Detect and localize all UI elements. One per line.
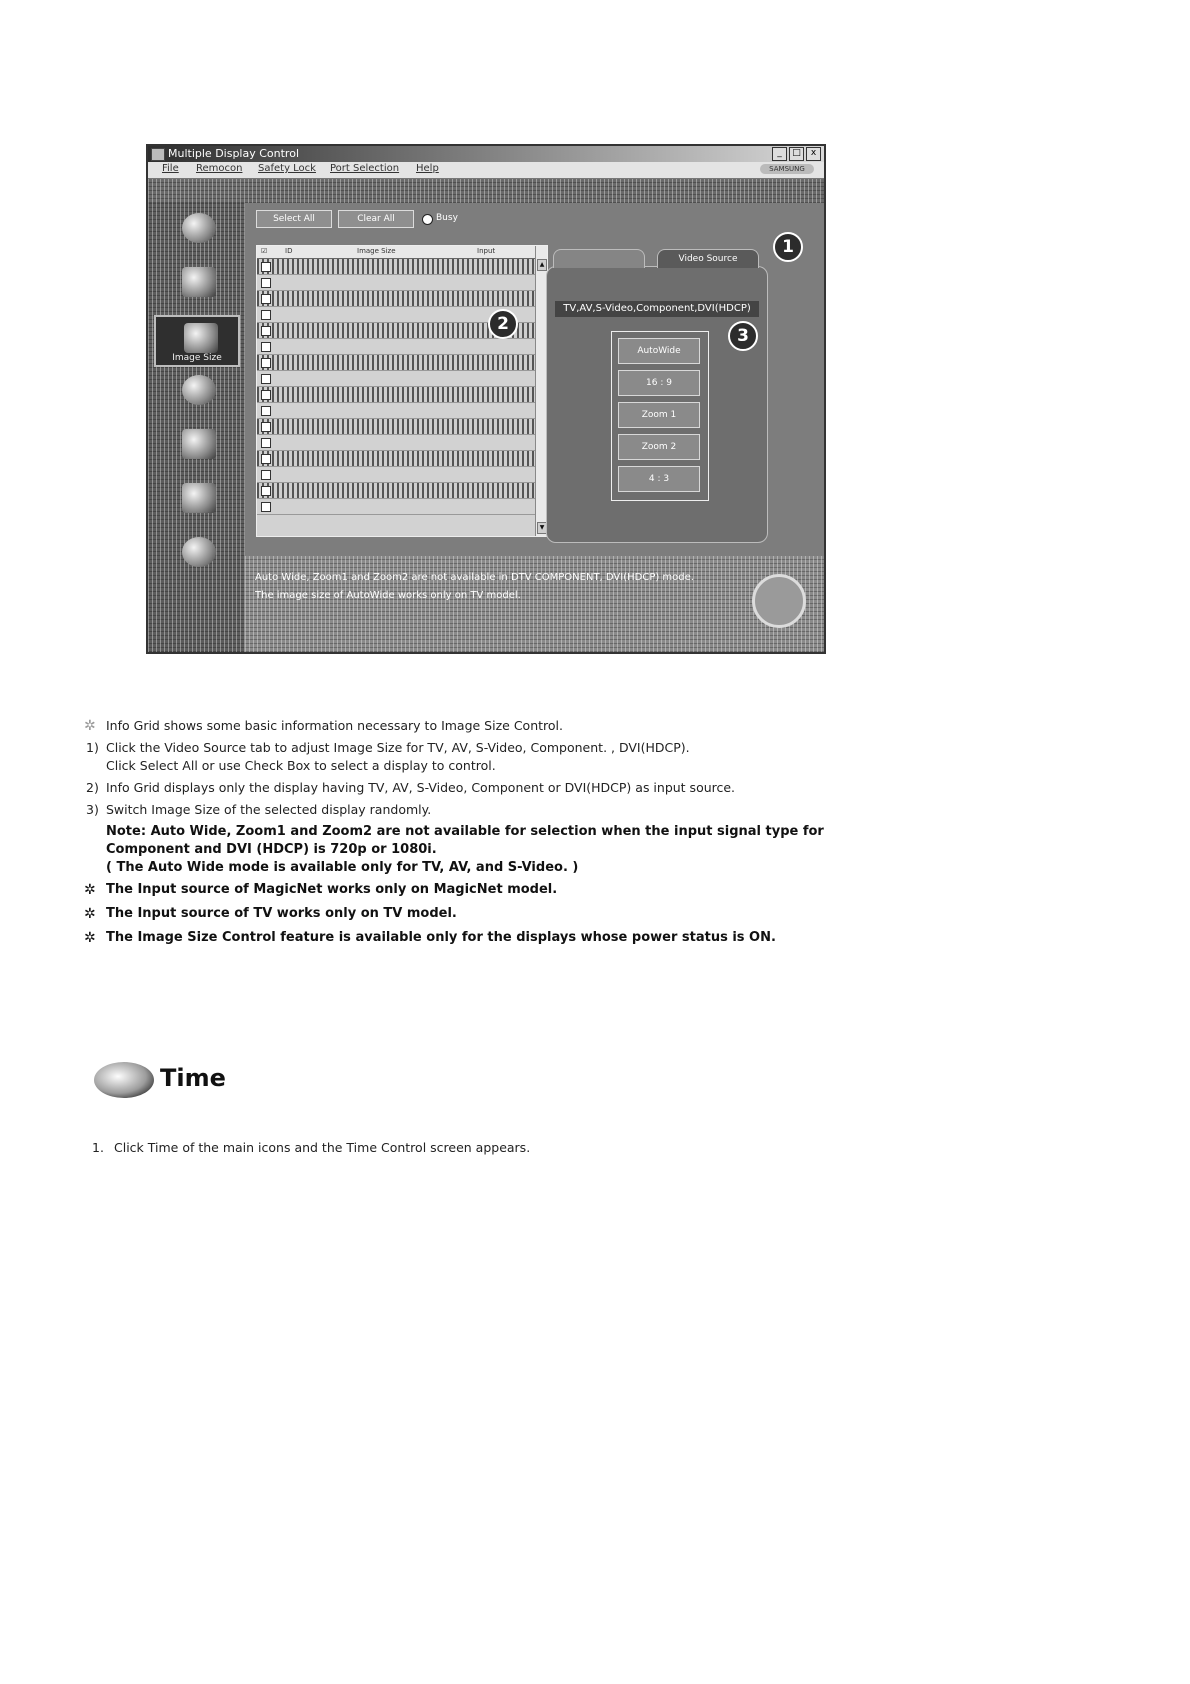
step-text: Click Time of the main icons and the Time Control screen appears. (114, 1140, 531, 1155)
row-checkbox[interactable] (261, 294, 271, 304)
callout-1: 1 (773, 232, 803, 262)
image-size-icon (184, 323, 218, 353)
sidebar-item-power[interactable] (154, 207, 240, 259)
table-row[interactable] (257, 275, 535, 291)
row-checkbox[interactable] (261, 262, 271, 272)
maintenance-icon (182, 537, 216, 567)
row-checkbox[interactable] (261, 422, 271, 432)
star-icon: ✲ (84, 906, 96, 922)
info-star-icon: ✲ (84, 718, 96, 734)
clock-icon (752, 574, 806, 628)
image-size-button-group (611, 331, 709, 501)
window-controls (772, 147, 821, 161)
zoom2-button[interactable]: Zoom 2 (618, 434, 700, 460)
menu-file[interactable]: File (162, 163, 179, 174)
row-checkbox[interactable] (261, 438, 271, 448)
grid-rows (257, 259, 535, 515)
status-note-bar (245, 556, 826, 654)
star-note-2: The Input source of TV works only on TV model. (106, 906, 457, 921)
table-row[interactable] (257, 387, 535, 403)
table-row[interactable] (257, 451, 535, 467)
table-row[interactable] (257, 371, 535, 387)
menu-help[interactable]: Help (416, 163, 439, 174)
table-row[interactable] (257, 499, 535, 515)
sidebar-item-time[interactable] (154, 369, 240, 421)
grid-header (257, 246, 547, 259)
sidebar-item-input-source[interactable] (154, 261, 240, 313)
note-line-b: Component and DVI (HDCP) is 720p or 1080i. (106, 842, 437, 857)
star-note-1: The Input source of MagicNet works only on MagicNet model. (106, 882, 558, 897)
star-icon: ✲ (84, 930, 96, 946)
scroll-up-icon[interactable]: ▲ (537, 259, 547, 271)
item-1-text: Click the Video Source tab to adjust Image Size for TV, AV, S-Video, Component. , DVI(HDCP). (106, 740, 690, 755)
row-checkbox[interactable] (261, 326, 271, 336)
item-2-text: Info Grid displays only the display having TV, AV, S-Video, Component or DVI(HDCP) as input source. (106, 780, 736, 795)
sidebar-item-label: Image Size (172, 353, 222, 363)
table-row[interactable] (257, 355, 535, 371)
grid-header-id: ID (285, 247, 293, 255)
select-all-button[interactable]: Select All (256, 210, 332, 228)
row-checkbox[interactable] (261, 406, 271, 416)
title-bar (148, 146, 824, 162)
time-section-icon (94, 1062, 154, 1098)
table-row[interactable] (257, 483, 535, 499)
menu-remocon[interactable]: Remocon (196, 163, 243, 174)
note-line-1: Auto Wide, Zoom1 and Zoom2 are not available in DTV COMPONENT, DVI(HDCP) mode. (255, 572, 694, 583)
table-row[interactable] (257, 259, 535, 275)
time-icon (182, 375, 216, 405)
item-1-number: 1) (86, 740, 99, 755)
main-icon-sidebar (148, 203, 245, 654)
4-3-button[interactable]: 4 : 3 (618, 466, 700, 492)
section-title: Time (160, 1064, 226, 1092)
window-title: Multiple Display Control (168, 147, 299, 160)
minimize-button[interactable]: _ (772, 147, 787, 161)
clear-all-button[interactable]: Clear All (338, 210, 414, 228)
row-checkbox[interactable] (261, 454, 271, 464)
brand-logo: SAMSUNG (760, 164, 814, 174)
sidebar-item-settings[interactable] (154, 477, 240, 529)
row-checkbox[interactable] (261, 390, 271, 400)
table-row[interactable] (257, 291, 535, 307)
row-checkbox[interactable] (261, 278, 271, 288)
row-checkbox[interactable] (261, 374, 271, 384)
note-line-2: The image size of AutoWide works only on TV model. (255, 590, 521, 601)
grid-header-image-size: Image Size (357, 247, 396, 255)
menu-port-selection[interactable]: Port Selection (330, 163, 400, 174)
intro-text: Info Grid shows some basic information necessary to Image Size Control. (106, 718, 563, 733)
row-checkbox[interactable] (261, 470, 271, 480)
callout-2: 2 (488, 309, 518, 339)
menu-bar (148, 162, 824, 179)
autowide-button[interactable]: AutoWide (618, 338, 700, 364)
table-row[interactable] (257, 403, 535, 419)
table-row[interactable] (257, 419, 535, 435)
row-checkbox[interactable] (261, 486, 271, 496)
app-icon (151, 148, 165, 161)
star-icon: ✲ (84, 882, 96, 898)
table-row[interactable] (257, 467, 535, 483)
input-source-list: TV,AV,S-Video,Component,DVI(HDCP) (555, 301, 759, 317)
item-1-sub: Click Select All or use Check Box to select a display to control. (106, 758, 496, 773)
busy-label: Busy (436, 213, 458, 223)
step-number: 1. (92, 1140, 104, 1155)
power-icon (182, 213, 216, 243)
note-line-a: Note: Auto Wide, Zoom1 and Zoom2 are not available for selection when the input signal type for (106, 824, 824, 839)
pip-icon (182, 429, 216, 459)
item-3-number: 3) (86, 802, 99, 817)
row-checkbox[interactable] (261, 502, 271, 512)
row-checkbox[interactable] (261, 342, 271, 352)
table-row[interactable] (257, 339, 535, 355)
grid-header-check[interactable]: ☑ (261, 247, 268, 255)
tab-video-source[interactable]: Video Source (657, 249, 759, 268)
row-checkbox[interactable] (261, 310, 271, 320)
sidebar-item-maintenance[interactable] (154, 531, 240, 583)
note-line-c: ( The Auto Wide mode is available only for TV, AV, and S-Video. ) (106, 860, 579, 875)
input-source-icon (182, 267, 216, 297)
zoom1-button[interactable]: Zoom 1 (618, 402, 700, 428)
close-button[interactable]: x (806, 147, 821, 161)
video-source-panel (546, 254, 768, 543)
table-row[interactable] (257, 435, 535, 451)
multiple-display-control-window (146, 144, 826, 654)
tab-other[interactable] (553, 249, 645, 268)
settings-icon (182, 483, 216, 513)
menu-safety-lock[interactable]: Safety Lock (258, 163, 316, 174)
busy-indicator-icon (422, 214, 433, 225)
scroll-down-icon[interactable]: ▼ (537, 522, 547, 534)
item-2-number: 2) (86, 780, 99, 795)
sidebar-item-image-size[interactable] (154, 315, 240, 367)
row-checkbox[interactable] (261, 358, 271, 368)
item-3-text: Switch Image Size of the selected display randomly. (106, 802, 432, 817)
16-9-button[interactable]: 16 : 9 (618, 370, 700, 396)
maximize-button[interactable]: □ (789, 147, 804, 161)
callout-3: 3 (728, 321, 758, 351)
sidebar-item-pip[interactable] (154, 423, 240, 475)
header-banner (148, 179, 824, 203)
info-grid (256, 245, 548, 537)
grid-header-input: Input (477, 247, 496, 255)
star-note-3: The Image Size Control feature is available only for the displays whose power status is ON. (106, 930, 776, 945)
